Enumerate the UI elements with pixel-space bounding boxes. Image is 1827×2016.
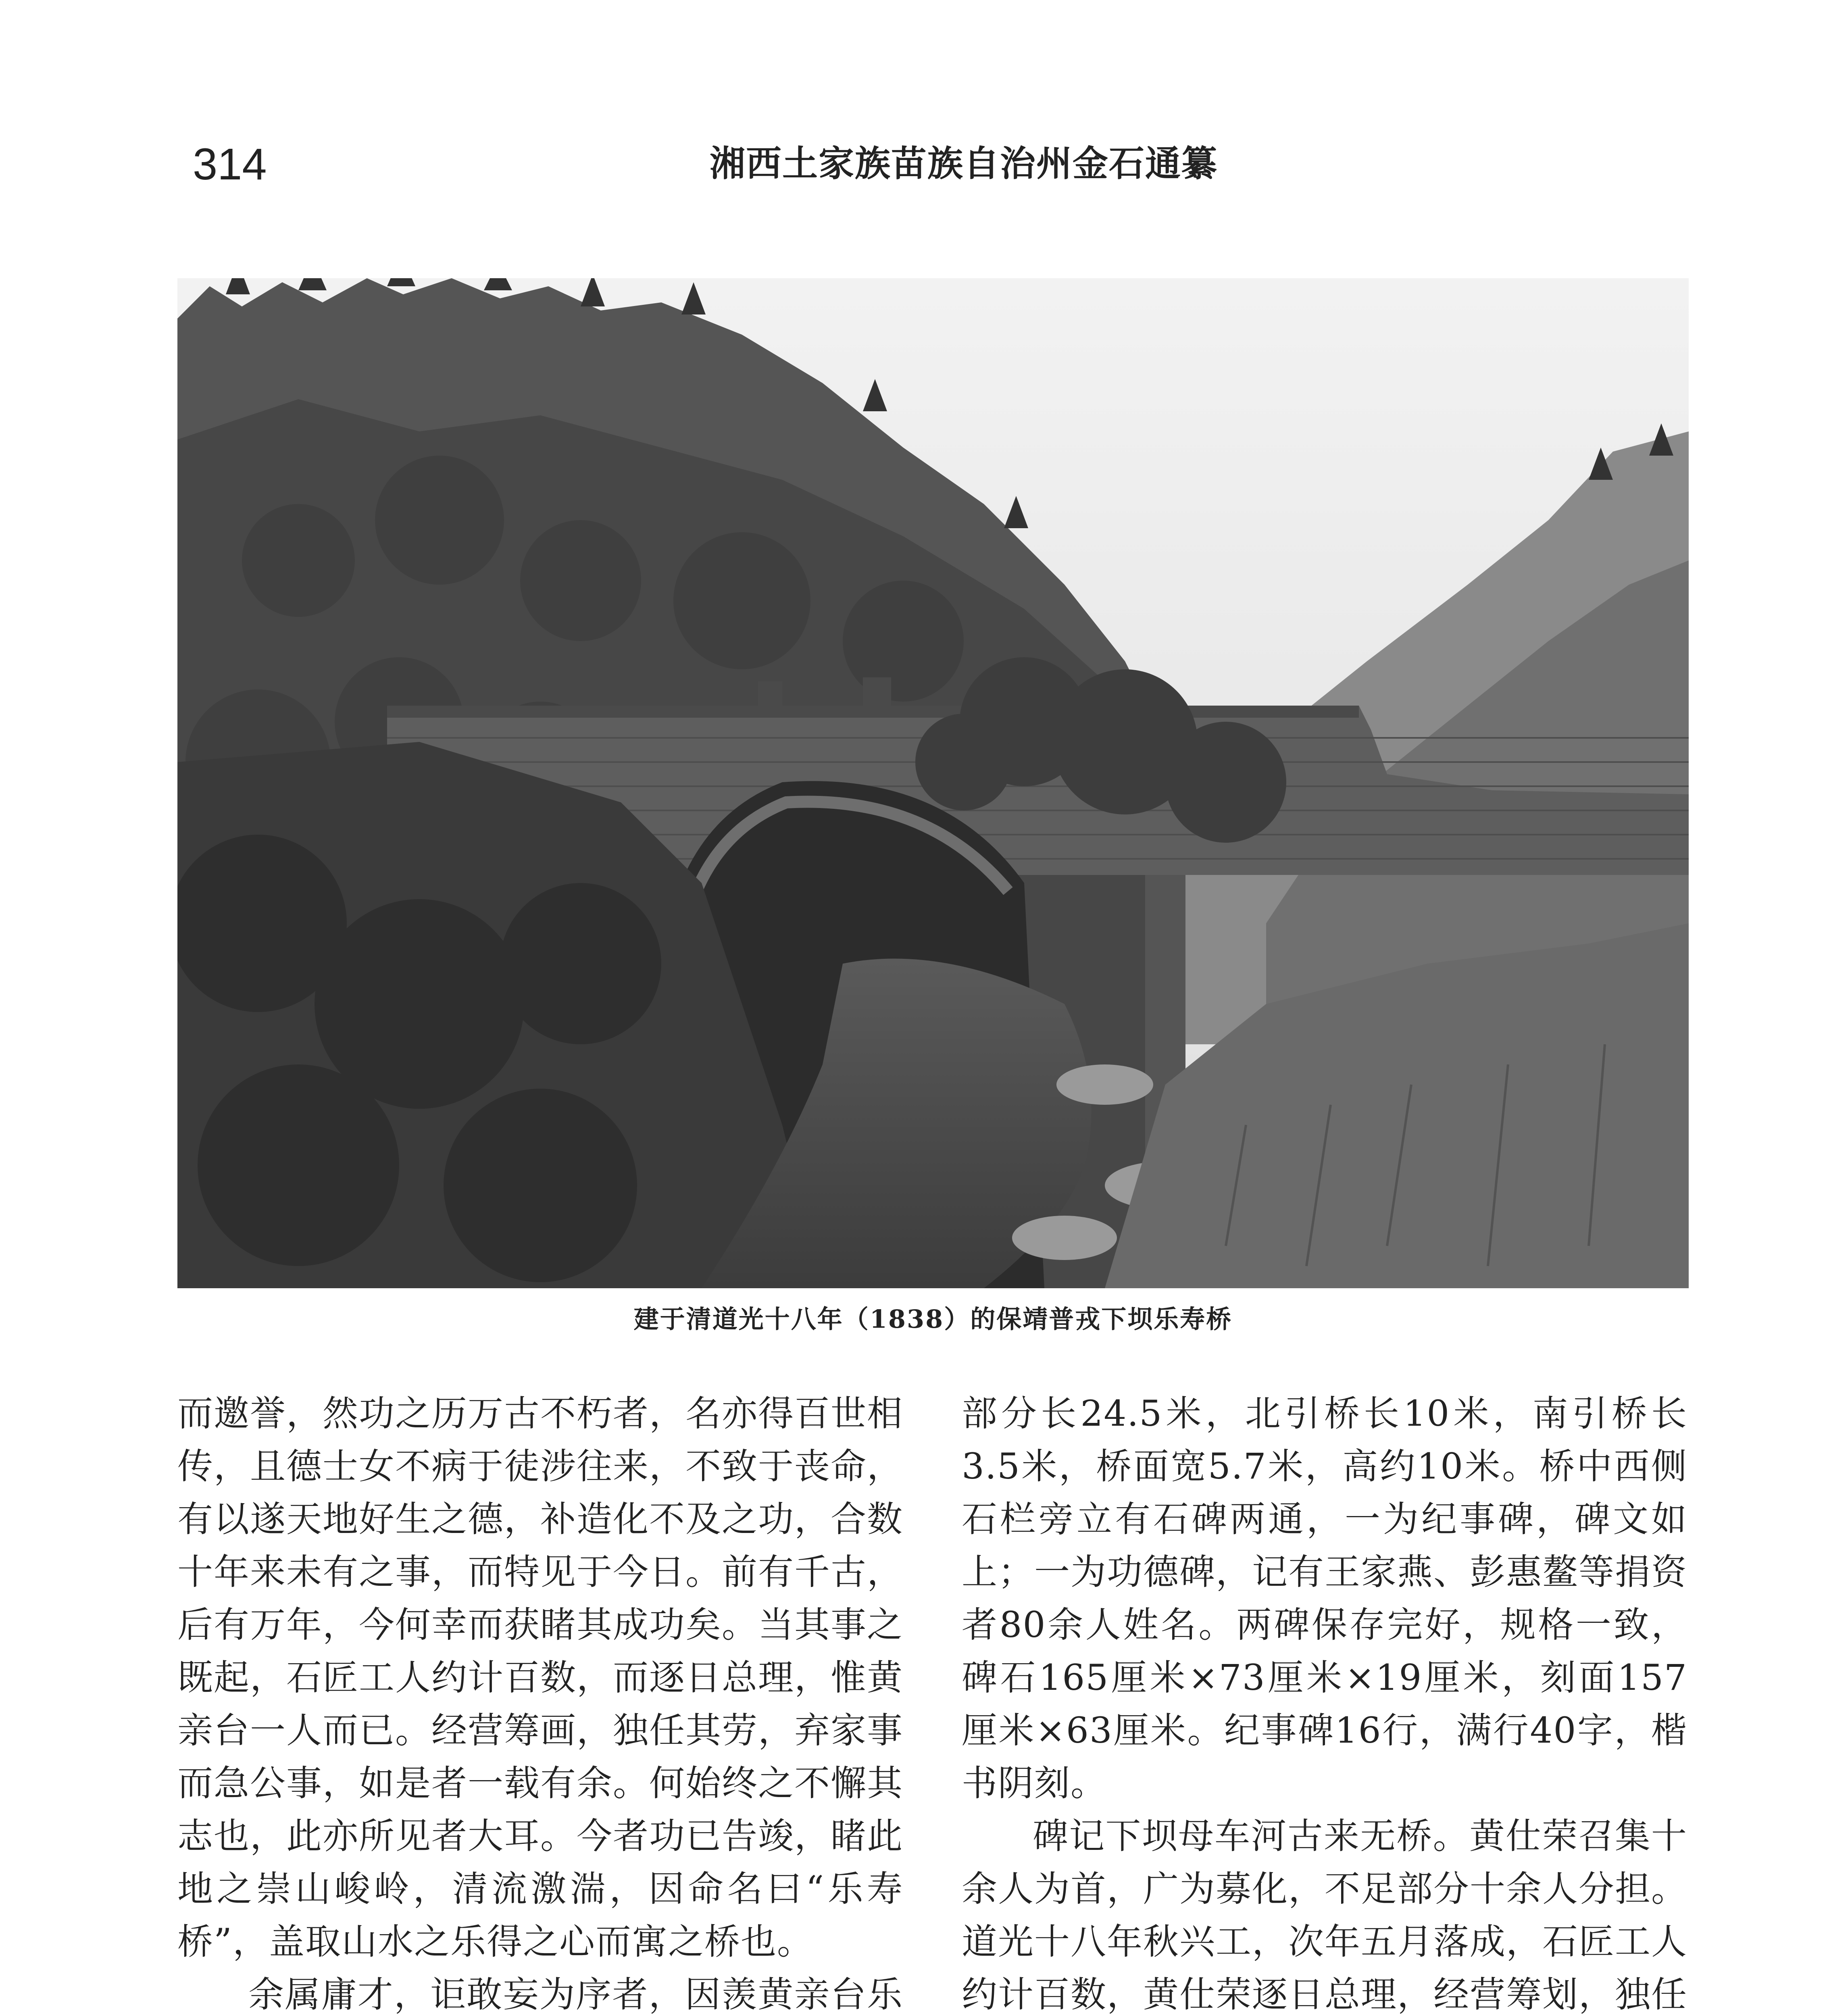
right-column <box>962 1387 1687 2016</box>
bridge-photo <box>177 278 1689 1288</box>
running-title: 湘西土家族苗族自治州金石通纂 <box>710 143 1218 184</box>
body-paragraph: 碑记下坝母车河古来无桥。黄仕荣召集十余人为首，广为募化，不足部分十余人分担。道光十八年秋兴工，次年五月落成，石匠工人约计百数，黄仕荣逐日总理，经营筹划，独任 <box>962 1815 1688 2015</box>
body-paragraph: 部分长24.5米，北引桥长10米，南引桥长3.5米，桥面宽5.7米，高约10米。桥中西侧石栏旁立有石碑两通，一为纪事碑，碑文如上；一为功德碑，记有王家燕、彭惠鳌等捐资者80余人姓名。两碑保存完好，规格一致，碑石165厘米×73厘米×19厘米，刻面157厘米×63厘米。纪事碑16行，满行40字，楷书阴刻。 <box>962 1393 1688 1804</box>
body-paragraph: 余属庸才，讵敢妄为序者，因羡黄亲台乐 <box>248 1974 903 2015</box>
page-number: 314 <box>193 140 267 189</box>
left-column <box>177 1387 903 2016</box>
body-paragraph: 而邀誉，然功之历万古不朽者，名亦得百世相传，且德士女不病于徒涉往来，不致于丧命，有以遂天地好生之德，补造化不及之功，合数十年来未有之事，而特见于今日。前有千古，后有万年，今何幸而获睹其成功矣。当其事之既起，石匠工人约计百数，而逐日总理，惟黄亲台一人而已。经营筹画，独任其劳，弃家事而急公事，如是者一载有余。何始终之不懈其志也，此亦所见者大耳。今者功已告竣，睹此地之崇山峻岭，清流激湍，因命名曰“乐寿桥”，盖取山水之乐得之心而寓之桥也。 <box>177 1393 904 1962</box>
figure-caption: 建于清道光十八年（1838）的保靖普戎下坝乐寿桥 <box>633 1304 1233 1334</box>
